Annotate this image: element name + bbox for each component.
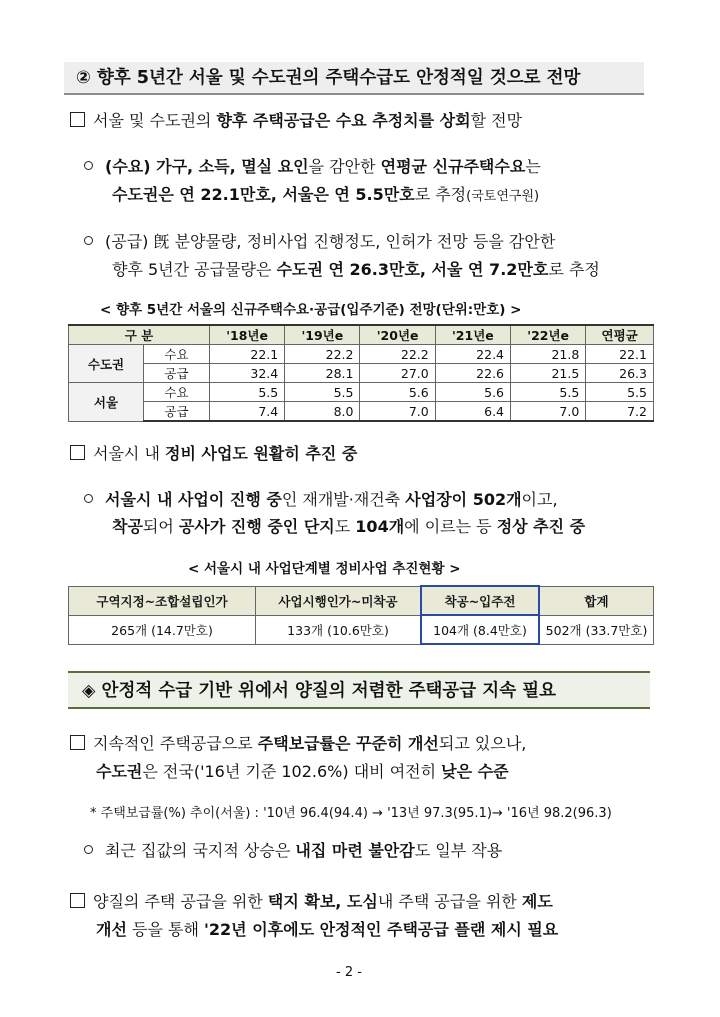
- table-cell: 22.1: [586, 345, 654, 364]
- row-label: 공급: [144, 364, 210, 383]
- table-cell: 22.4: [435, 345, 510, 364]
- text-bold: 낮은 수준: [441, 762, 509, 781]
- sub-bullet-projects: [84, 489, 558, 511]
- text-bold: 정상 추진 중: [496, 517, 586, 536]
- text: 지속적인 주택공급으로: [93, 734, 258, 753]
- text: 내 주택 공급을 위한: [377, 892, 522, 911]
- header-cell: '19년e: [285, 325, 360, 345]
- circle-bullet-icon: [84, 161, 93, 170]
- text: 도: [334, 517, 356, 536]
- text: 할 전망: [470, 111, 523, 130]
- table-cell-highlighted: 104개 (8.4만호): [421, 615, 539, 644]
- table-cell: 5.5: [511, 383, 586, 402]
- text: (공급) 旣 분양물량, 정비사업 진행정도, 인허가 전망 등을 감안한: [105, 232, 556, 251]
- table-cell: 27.0: [360, 364, 435, 383]
- table-header-row: [69, 325, 654, 345]
- sub-bullet-supply-line2: [112, 259, 600, 281]
- circle-bullet-icon: [84, 236, 93, 245]
- checkbox-square-icon: [70, 893, 85, 908]
- text: 는: [525, 157, 541, 176]
- header-cell: 연평균: [586, 325, 654, 345]
- text-bold: '22년 이후에도 안정적인 주택공급 플랜 제시 필요: [204, 920, 559, 939]
- text-bold: 연평균 신규주택수요: [380, 157, 526, 176]
- table-cell: 5.6: [435, 383, 510, 402]
- text-bold: 향후 주택공급은 수요 추정치를 상회: [216, 111, 471, 130]
- table-cell: 7.4: [209, 402, 284, 422]
- bullet-housing-ratio-line2: [96, 761, 509, 783]
- table-cell: 8.0: [285, 402, 360, 422]
- text-bold: 공사가 진행 중인 단지: [178, 517, 335, 536]
- table-cell: 32.4: [209, 364, 284, 383]
- table-row: [69, 345, 654, 364]
- row-label: 공급: [144, 402, 210, 422]
- text: 도 일부 작용: [414, 841, 503, 860]
- header-cell: 합계: [539, 586, 654, 615]
- table-cell: 502개 (33.7만호): [539, 615, 654, 644]
- page-number: - 2 -: [336, 965, 362, 980]
- text: 향후 5년간 공급물량은: [112, 260, 277, 279]
- supply-demand-table: [68, 324, 654, 422]
- bullet-supply-plan: [70, 891, 553, 913]
- group-label: 수도권: [69, 345, 144, 383]
- text: 을 감안한: [308, 157, 381, 176]
- text: 서울시 내: [93, 444, 165, 463]
- text-bold: 주택보급률은 꾸준히 개선: [257, 734, 439, 753]
- checkbox-square-icon: [70, 112, 85, 127]
- table-cell: 22.1: [209, 345, 284, 364]
- text: 로 추정: [414, 185, 467, 204]
- section-heading-supply-outlook: ② 향후 5년간 서울 및 수도권의 주택수급도 안정적일 것으로 전망: [64, 62, 644, 95]
- table-cell: 21.5: [511, 364, 586, 383]
- sub-bullet-demand: [84, 156, 541, 178]
- table-cell: 7.0: [511, 402, 586, 422]
- table-cell: 22.2: [360, 345, 435, 364]
- text-bold: 정비 사업도 원활히 추진 중: [165, 444, 358, 463]
- row-label: 수요: [144, 383, 210, 402]
- bullet-housing-ratio: [70, 733, 526, 755]
- text-bold: 수도권은 연 22.1만호, 서울은 연 5.5만호: [112, 185, 415, 204]
- table-row: [69, 402, 654, 422]
- checkbox-square-icon: [70, 445, 85, 460]
- text-bold: 사업장이 502개: [405, 490, 522, 509]
- header-cell: '22년e: [511, 325, 586, 345]
- text-bold: 수도권: [96, 762, 143, 781]
- table-cell: 5.6: [360, 383, 435, 402]
- section-heading-quality-supply: ◈ 안정적 수급 기반 위에서 양질의 저렴한 주택공급 지속 필요: [68, 671, 650, 709]
- bullet-redevelopment: [70, 443, 357, 465]
- group-label: 서울: [69, 383, 144, 422]
- text: 이고,: [521, 490, 558, 509]
- table-caption-outlook: < 향후 5년간 서울의 신규주택수요·공급(입주기준) 전망(단위:만호) >: [100, 302, 522, 318]
- header-cell: '18년e: [209, 325, 284, 345]
- header-cell: '21년e: [435, 325, 510, 345]
- table-row: [69, 383, 654, 402]
- table-cell: 5.5: [209, 383, 284, 402]
- table-cell: 22.2: [285, 345, 360, 364]
- circle-bullet-icon: [84, 494, 93, 503]
- text: 인 재개발·재건축: [281, 490, 406, 509]
- table-cell: 265개 (14.7만호): [69, 615, 256, 644]
- text-bold: 내집 마련 불안감: [295, 841, 415, 860]
- header-cell: 사업시행인가~미착공: [256, 586, 422, 615]
- header-cell: '20년e: [360, 325, 435, 345]
- sub-bullet-projects-line2: [112, 516, 585, 538]
- text-bold: 개선: [96, 920, 127, 939]
- source-note: (국토연구원): [466, 189, 540, 204]
- text-bold: 104개: [355, 517, 405, 536]
- table-cell: 133개 (10.6만호): [256, 615, 422, 644]
- table-caption-projects: < 서울시 내 사업단계별 정비사업 추진현황 >: [188, 561, 461, 577]
- bullet-supply-exceeds-demand: [70, 110, 522, 132]
- table-cell: 7.0: [360, 402, 435, 422]
- table-cell: 6.4: [435, 402, 510, 422]
- header-cell: 구역지정~조합설립인가: [69, 586, 256, 615]
- table-cell: 21.8: [511, 345, 586, 364]
- text: 등을 통해: [126, 920, 205, 939]
- table-cell: 22.6: [435, 364, 510, 383]
- text: 은 전국('16년 기준 102.6%) 대비 여전히: [142, 762, 442, 781]
- checkbox-square-icon: [70, 735, 85, 750]
- text-bold: 제도: [521, 892, 553, 911]
- text-bold: 서울시 내 사업이 진행 중: [105, 490, 282, 509]
- text: 양질의 주택 공급을 위한: [93, 892, 268, 911]
- sub-bullet-anxiety: [84, 840, 502, 862]
- table-cell: 5.5: [285, 383, 360, 402]
- table-row: [69, 364, 654, 383]
- table-cell: 26.3: [586, 364, 654, 383]
- text-bold: 착공: [112, 517, 143, 536]
- text: 되고 있으나,: [438, 734, 527, 753]
- redevelopment-status-table: [68, 585, 654, 645]
- bullet-supply-plan-line2: [96, 919, 558, 941]
- text-bold: 택지 확보, 도심: [267, 892, 378, 911]
- text: 최근 집값의 국지적 상승은: [105, 841, 296, 860]
- table-cell: 28.1: [285, 364, 360, 383]
- text-bold: (수요) 가구, 소득, 멸실 요인: [105, 157, 309, 176]
- footnote-housing-ratio: * 주택보급률(%) 추이(서울) : '10년 96.4(94.4) → '13년 97.3(95.1)→ '16년 98.2(96.3): [90, 806, 612, 821]
- circle-bullet-icon: [84, 845, 93, 854]
- sub-bullet-demand-line2: [112, 184, 539, 208]
- text: 서울 및 수도권의: [93, 111, 217, 130]
- row-label: 수요: [144, 345, 210, 364]
- header-cell: 구 분: [69, 325, 210, 345]
- text: 에 이르는 등: [404, 517, 497, 536]
- text: 되어: [142, 517, 179, 536]
- table-cell: 7.2: [586, 402, 654, 422]
- sub-bullet-supply: [84, 231, 555, 253]
- table-header-row: [69, 586, 654, 615]
- table-row: [69, 615, 654, 644]
- text: 로 추정: [548, 260, 600, 279]
- text-bold: 수도권 연 26.3만호, 서울 연 7.2만호: [276, 260, 549, 279]
- table-cell: 5.5: [586, 383, 654, 402]
- header-cell-highlighted: 착공~입주전: [421, 586, 539, 615]
